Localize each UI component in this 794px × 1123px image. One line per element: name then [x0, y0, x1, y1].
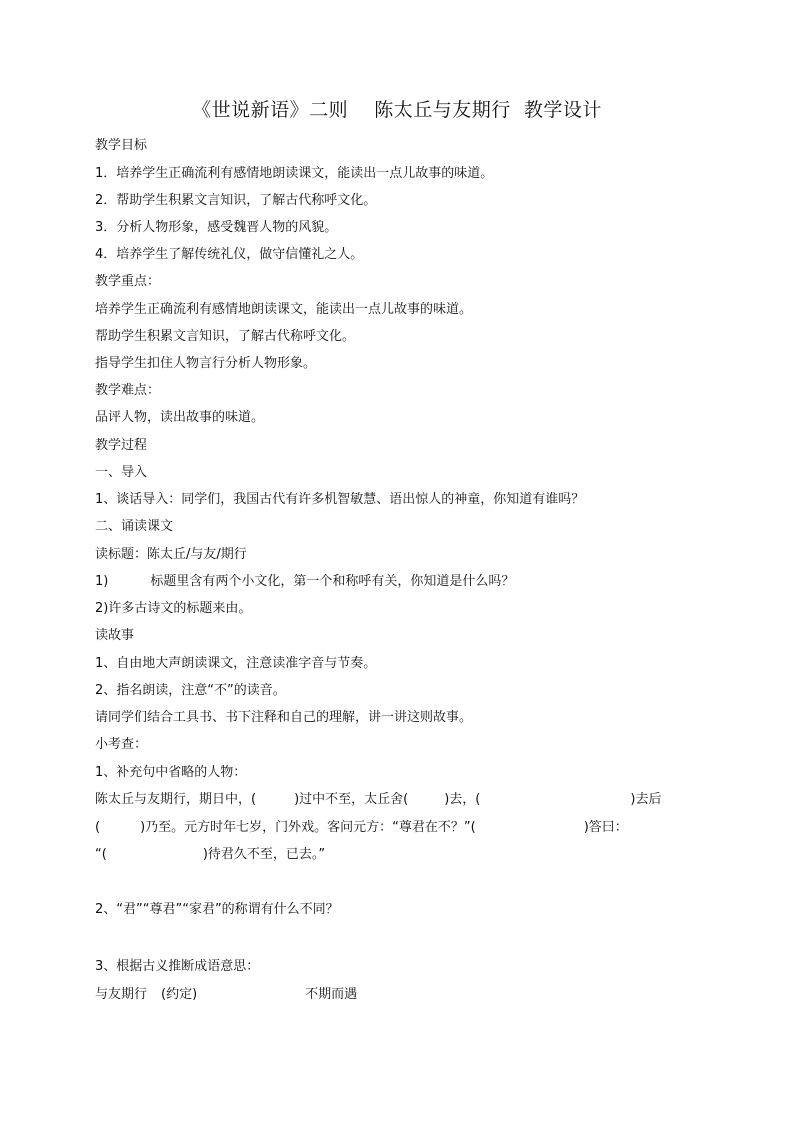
list-number: 1) [95, 574, 109, 589]
quiz-1-heading: 1、补充句中省略的人物： [95, 765, 247, 780]
fill-in-line-1: 陈太丘与友期行，期日中，( )过中不至，太丘舍( )去，( )去后 [95, 792, 662, 807]
difficulty-item: 品评人物，读出故事的味道。 [95, 410, 265, 425]
key-points-heading: 教学重点： [95, 274, 161, 289]
objective-item: 2．帮助学生积累文言知识，了解古代称呼文化。 [95, 193, 377, 208]
key-point-item: 培养学生正确流利有感情地朗读课文，能读出一点儿故事的味道。 [95, 302, 473, 317]
difficulties-heading: 教学难点： [95, 383, 161, 398]
read-title-line: 读标题：陈太丘/与友/期行 [95, 547, 247, 562]
read-story-heading: 读故事 [95, 628, 135, 643]
objective-item: 4．培养学生了解传统礼仪，做守信懂礼之人。 [95, 247, 364, 262]
fill-blank [256, 791, 294, 805]
objective-item: 1．培养学生正确流利有感情地朗读课文，能读出一点儿故事的味道。 [95, 166, 494, 181]
idiom-line [95, 985, 715, 1005]
key-point-item: 帮助学生积累文言知识，了解古代称呼文化。 [95, 329, 356, 344]
title-question-1 [95, 572, 715, 592]
fill-in-line-2: ( )乃至。元方时年七岁，门外戏。客问元方：“尊君在不？”( )答曰： [95, 820, 628, 835]
page-title: 《世说新语》二则 陈太丘与友期行 教学设计 [192, 99, 602, 121]
intro-heading: 一、导入 [95, 465, 148, 480]
process-heading: 教学过程 [95, 438, 148, 453]
fill-in-line-3: “( )待君久不至，已去。” [95, 847, 326, 862]
objective-item: 3．分析人物形象，感受魏晋人物的风貌。 [95, 220, 338, 235]
quiz-heading: 小考查： [95, 737, 148, 752]
quiz-2: 2、“君”“尊君”“家君”的称谓有什么不同？ [95, 902, 339, 917]
fill-blank [480, 791, 630, 805]
idiom-note: (约定) [161, 987, 198, 1002]
key-point-item: 指导学生扣住人物言行分析人物形象。 [95, 356, 317, 371]
story-item: 请同学们结合工具书、书下注释和自己的理解，讲一讲这则故事。 [95, 710, 473, 725]
idiom-text: 不期而遇 [305, 987, 358, 1002]
question-text: 标题里含有两个小文化，第一个和称呼有关，你知道是什么吗？ [150, 574, 515, 589]
fill-blank [100, 819, 140, 833]
reading-heading: 二、诵读课文 [95, 519, 174, 534]
objectives-heading: 教学目标 [95, 138, 148, 153]
fill-blank [476, 819, 584, 833]
intro-item: 1、谈话导入：同学们，我国古代有许多机智敏慧、语出惊人的神童，你知道有谁吗？ [95, 492, 585, 507]
fill-blank [107, 846, 203, 860]
title-question-2: 2)许多古诗文的标题来由。 [95, 601, 252, 616]
fill-blank [408, 791, 444, 805]
idiom-text: 与友期行 [95, 987, 148, 1002]
story-item: 2、指名朗读，注意“不”的读音。 [95, 683, 286, 698]
quiz-3: 3、根据古义推断成语意思： [95, 959, 260, 974]
story-item: 1、自由地大声朗读课文，注意读准字音与节奏。 [95, 656, 377, 671]
